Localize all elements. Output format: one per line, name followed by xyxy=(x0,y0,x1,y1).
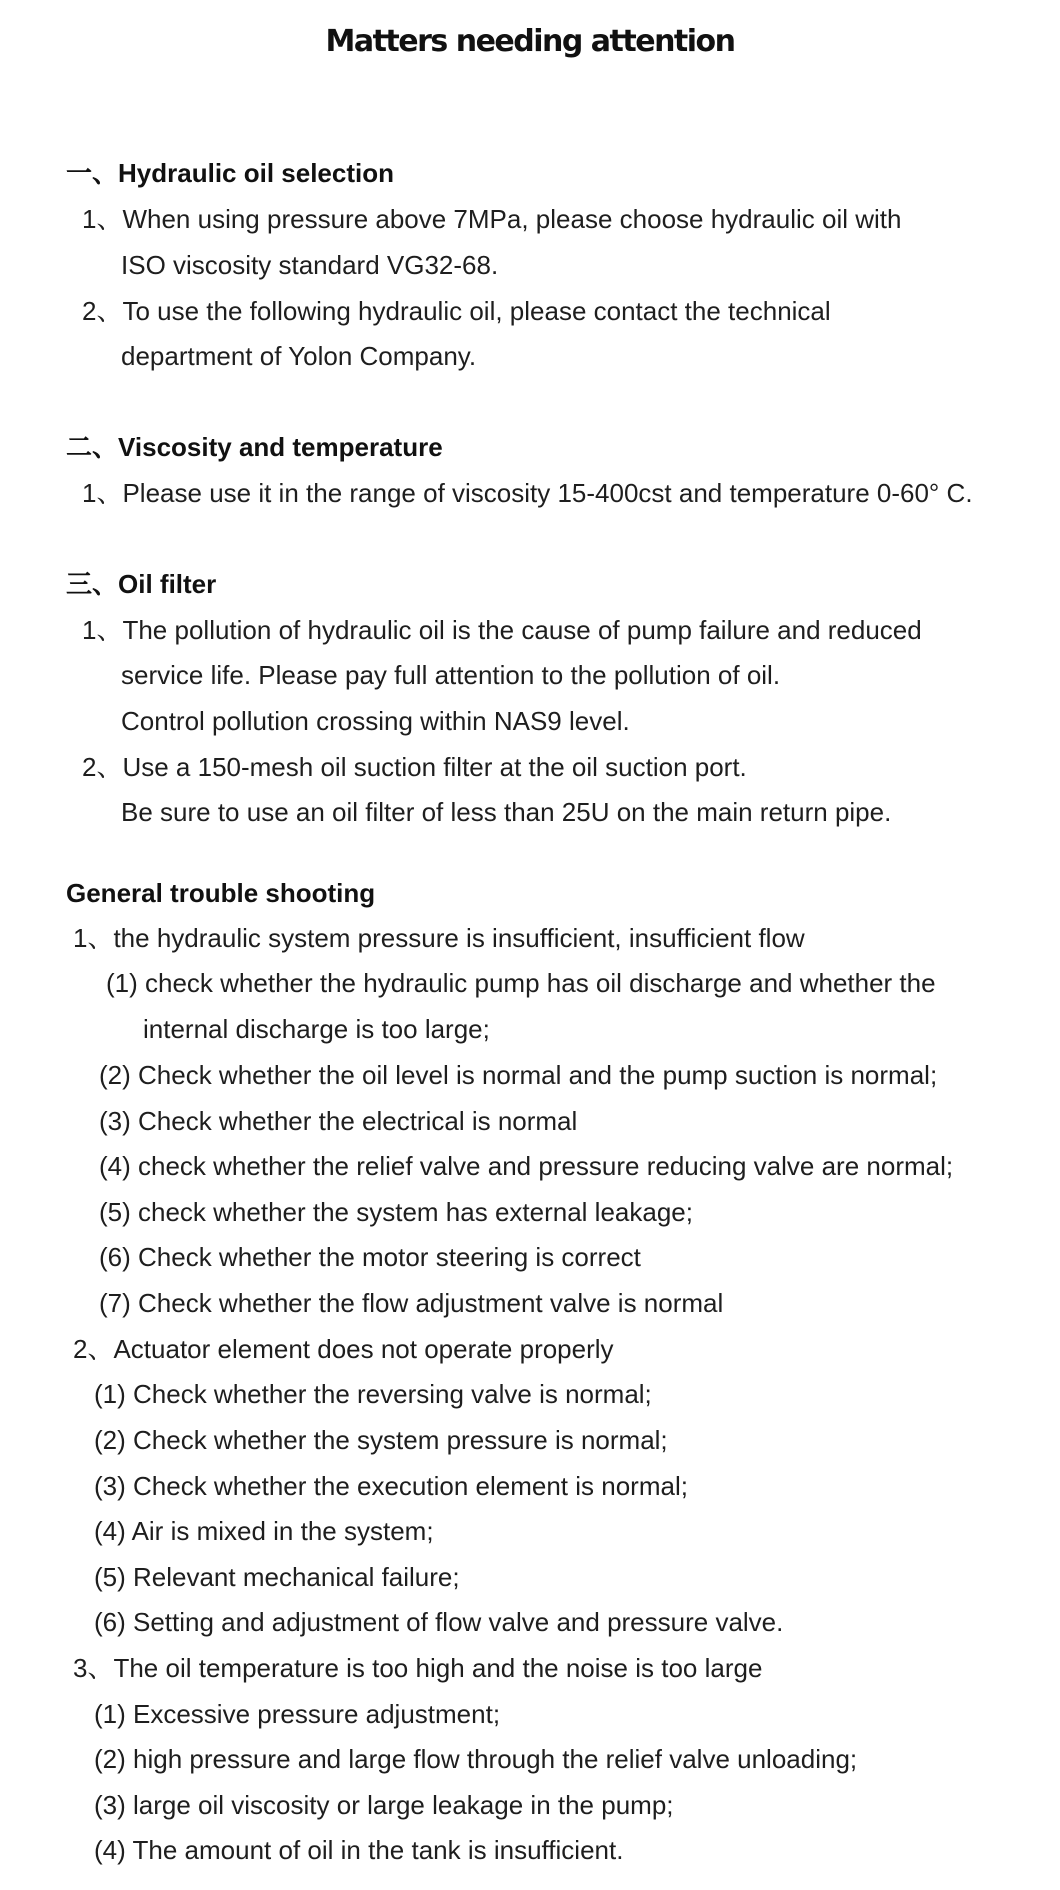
item-text-continued: Be sure to use an oil filter of less than 25U on the main return pipe. xyxy=(121,797,892,827)
item-text: To use the following hydraulic oil, please contact the technical xyxy=(122,296,831,326)
troubleshooting-item: (1) Excessive pressure adjustment; xyxy=(94,1699,501,1729)
item-text-continued: service life. Please pay full attention to the pollution of oil. xyxy=(121,660,781,690)
section-heading-hydraulic-oil-selection xyxy=(66,156,394,190)
section-marker: 二、 xyxy=(66,432,119,462)
section-marker: 一、 xyxy=(66,158,119,188)
troubleshooting-item-continued: internal discharge is too large; xyxy=(143,1014,490,1044)
list-item xyxy=(82,294,831,328)
item-number: 1、 xyxy=(82,478,123,508)
troubleshooting-item: (4) Air is mixed in the system; xyxy=(94,1516,434,1546)
troubleshooting-group-title: 1、the hydraulic system pressure is insufficient, insufficient flow xyxy=(73,923,805,953)
troubleshooting-item: (4) check whether the relief valve and pressure reducing valve are normal; xyxy=(99,1151,954,1181)
troubleshooting-group-title: 2、Actuator element does not operate properly xyxy=(73,1334,614,1364)
troubleshooting-item: (3) Check whether the execution element is normal; xyxy=(94,1471,688,1501)
item-number: 2、 xyxy=(82,752,123,782)
section-heading-text: Viscosity and temperature xyxy=(118,432,443,462)
item-text: The pollution of hydraulic oil is the cause of pump failure and reduced xyxy=(122,615,922,645)
section-marker: 三、 xyxy=(66,569,119,599)
troubleshooting-item: (2) Check whether the oil level is normal and the pump suction is normal; xyxy=(99,1060,938,1090)
section-heading-text: Hydraulic oil selection xyxy=(118,158,394,188)
troubleshooting-heading: General trouble shooting xyxy=(66,878,376,908)
troubleshooting-item: (5) Relevant mechanical failure; xyxy=(94,1562,460,1592)
item-text: Use a 150-mesh oil suction filter at the oil suction port. xyxy=(122,752,747,782)
item-text: Please use it in the range of viscosity 15-400cst and temperature 0-60° C. xyxy=(122,478,973,508)
troubleshooting-item: (1) check whether the hydraulic pump has oil discharge and whether the xyxy=(106,968,936,998)
item-text-continued: Control pollution crossing within NAS9 level. xyxy=(121,706,630,736)
page-title: Matters needing attention xyxy=(325,24,735,59)
troubleshooting-item: (2) high pressure and large flow through the relief valve unloading; xyxy=(94,1744,858,1774)
section-heading-oil-filter xyxy=(66,567,216,601)
troubleshooting-item: (7) Check whether the flow adjustment valve is normal xyxy=(99,1288,724,1318)
troubleshooting-item: (6) Check whether the motor steering is correct xyxy=(99,1242,641,1272)
troubleshooting-item: (5) check whether the system has external leakage; xyxy=(99,1197,693,1227)
troubleshooting-item: (3) Check whether the electrical is normal xyxy=(99,1106,578,1136)
list-item xyxy=(82,202,901,236)
troubleshooting-item: (2) Check whether the system pressure is normal; xyxy=(94,1425,668,1455)
item-text-continued: ISO viscosity standard VG32-68. xyxy=(121,250,499,280)
troubleshooting-group-title: 3、The oil temperature is too high and the noise is too large xyxy=(73,1653,763,1683)
item-number: 1、 xyxy=(82,204,123,234)
list-item xyxy=(82,750,747,784)
troubleshooting-item: (3) large oil viscosity or large leakage in the pump; xyxy=(94,1790,674,1820)
item-text-continued: department of Yolon Company. xyxy=(121,341,477,371)
item-text: When using pressure above 7MPa, please choose hydraulic oil with xyxy=(122,204,902,234)
item-number: 2、 xyxy=(82,296,123,326)
troubleshooting-item: (6) Setting and adjustment of flow valve and pressure valve. xyxy=(94,1607,784,1637)
troubleshooting-item: (1) Check whether the reversing valve is normal; xyxy=(94,1379,652,1409)
item-number: 1、 xyxy=(82,615,123,645)
section-heading-viscosity-and-temperature xyxy=(66,430,443,464)
list-item xyxy=(82,476,973,510)
section-heading-text: Oil filter xyxy=(118,569,217,599)
troubleshooting-item: (4) The amount of oil in the tank is insufficient. xyxy=(94,1835,624,1865)
list-item xyxy=(82,613,922,647)
